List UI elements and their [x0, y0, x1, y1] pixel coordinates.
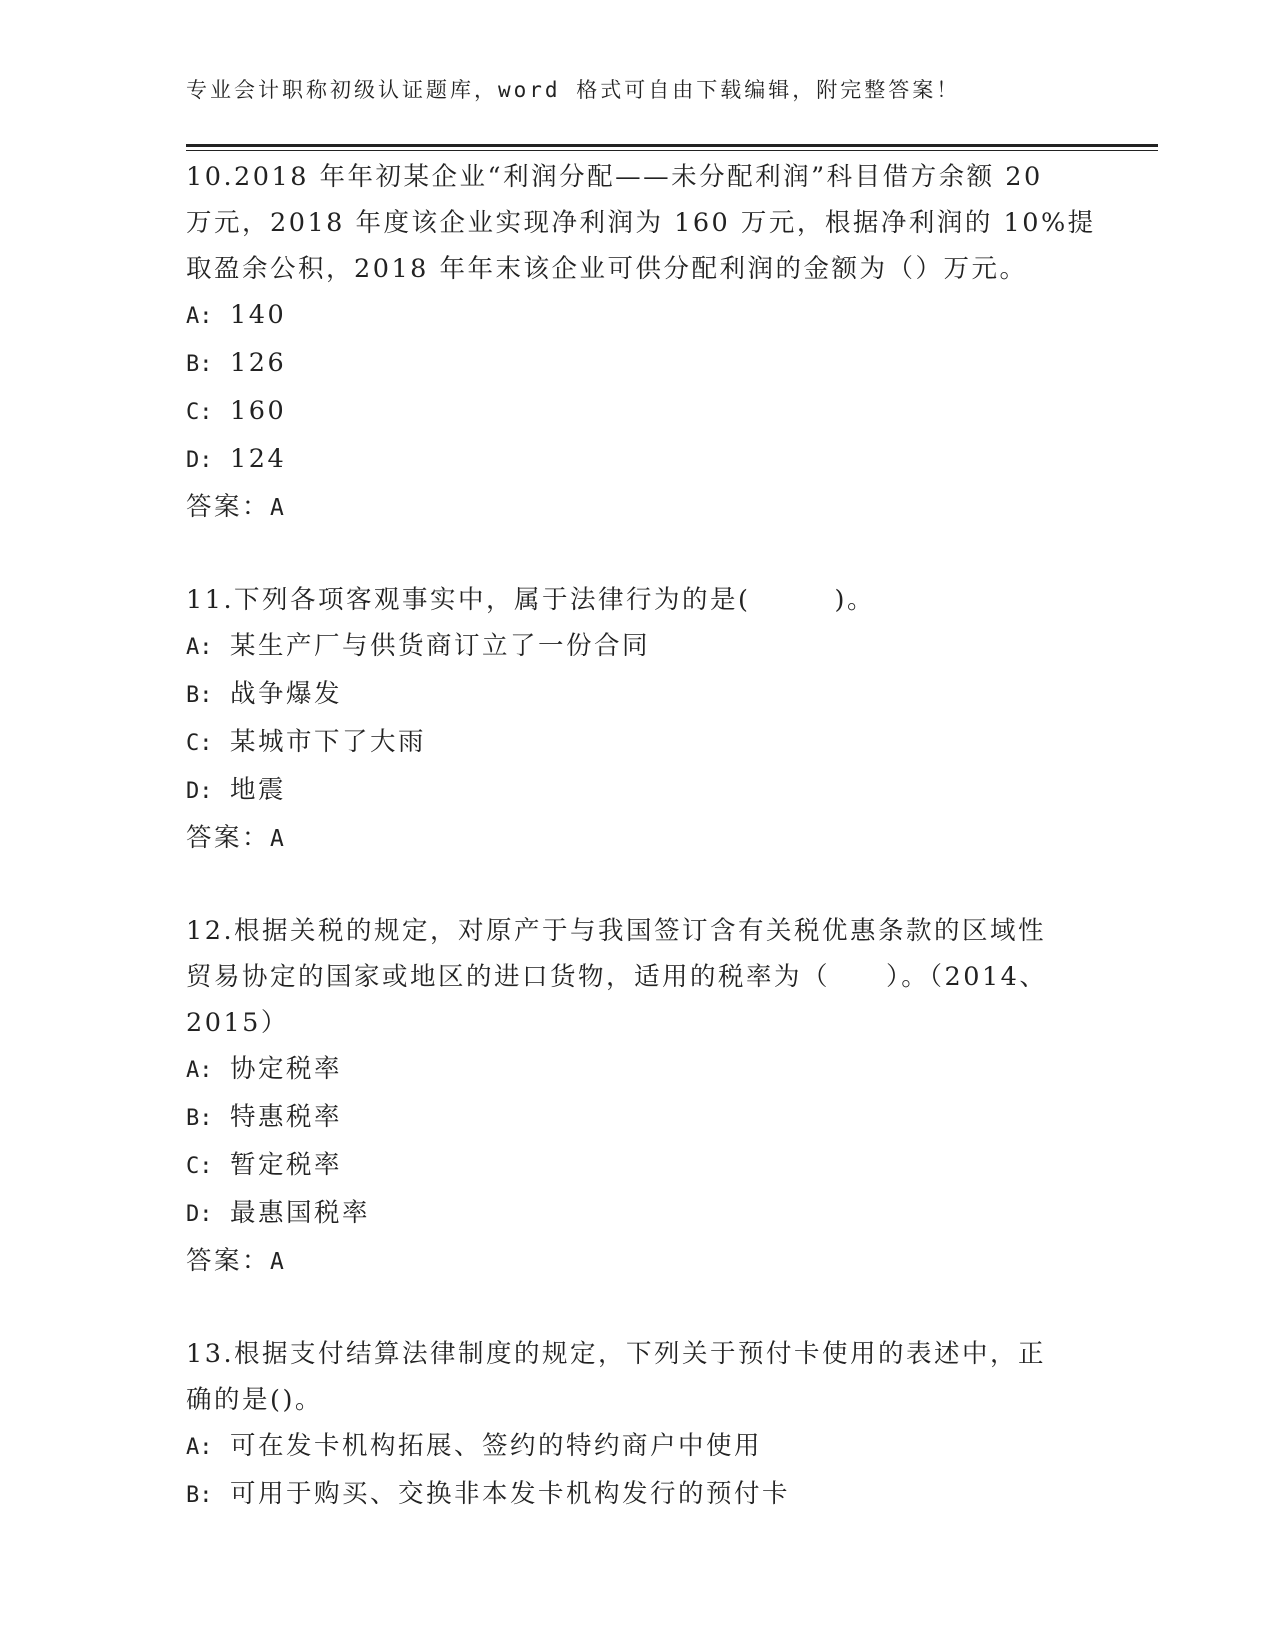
question-text-line: 取盈余公积，2018 年年末该企业可供分配利润的金额为（）万元。	[186, 254, 1028, 284]
option-letter: C:	[186, 731, 213, 756]
answer-value: A	[270, 1249, 284, 1275]
option-b	[186, 1094, 1086, 1142]
answer-line	[186, 815, 1086, 862]
option-b	[186, 1471, 1086, 1519]
option-text: 可用于购买、交换非本发卡机构发行的预付卡	[230, 1479, 791, 1509]
answer-value: A	[270, 826, 284, 852]
question-13	[186, 1331, 1086, 1519]
option-letter: C:	[186, 400, 213, 425]
option-c	[186, 719, 1086, 767]
option-letter: A:	[186, 635, 213, 660]
question-text-line: 2015）	[186, 1008, 289, 1038]
option-letter: C:	[186, 1154, 213, 1179]
option-a	[186, 1046, 1086, 1094]
header-rule-thin	[186, 150, 1158, 151]
option-letter: A:	[186, 304, 213, 329]
option-b	[186, 340, 1086, 388]
option-a	[186, 1423, 1086, 1471]
option-text: 特惠税率	[230, 1102, 343, 1132]
answer-line	[186, 1238, 1086, 1285]
option-text: 126	[230, 348, 287, 378]
answer-label: 答案：	[186, 1246, 271, 1276]
option-letter: A:	[186, 1435, 213, 1460]
option-letter: B:	[186, 1106, 213, 1131]
option-text: 可在发卡机构拓展、签约的特约商户中使用	[230, 1431, 763, 1461]
option-text: 140	[230, 300, 287, 330]
option-text: 某城市下了大雨	[230, 727, 427, 757]
option-c	[186, 388, 1086, 436]
page-header: 专业会计职称初级认证题库，word 格式可自由下载编辑，附完整答案！	[186, 78, 961, 102]
option-letter: B:	[186, 352, 213, 377]
option-letter: D:	[186, 448, 213, 473]
question-text-line: 11.下列各项客观事实中，属于法律行为的是( )。	[186, 585, 875, 615]
option-b	[186, 671, 1086, 719]
question-12	[186, 908, 1086, 1285]
question-text-line: 确的是()。	[186, 1385, 323, 1415]
option-a	[186, 292, 1086, 340]
question-list	[186, 154, 1096, 1565]
question-text-line: 12.根据关税的规定，对原产于与我国签订含有关税优惠条款的区域性	[186, 916, 1047, 946]
option-letter: D:	[186, 779, 213, 804]
answer-value: A	[270, 495, 284, 521]
option-text: 160	[230, 396, 287, 426]
option-text: 暂定税率	[230, 1150, 343, 1180]
option-text: 最惠国税率	[230, 1198, 371, 1228]
answer-label: 答案：	[186, 823, 271, 853]
answer-label: 答案：	[186, 492, 271, 522]
question-11	[186, 577, 1086, 862]
option-d	[186, 767, 1086, 815]
option-letter: B:	[186, 1483, 213, 1508]
option-c	[186, 1142, 1086, 1190]
option-letter: A:	[186, 1058, 213, 1083]
option-letter: D:	[186, 1202, 213, 1227]
option-a	[186, 623, 1086, 671]
option-text: 协定税率	[230, 1054, 343, 1084]
question-10	[186, 154, 1096, 531]
option-text: 战争爆发	[230, 679, 343, 709]
question-text-line: 万元，2018 年度该企业实现净利润为 160 万元，根据净利润的 10%提	[186, 208, 1096, 238]
option-letter: B:	[186, 683, 213, 708]
answer-line	[186, 484, 1086, 531]
option-d	[186, 1190, 1086, 1238]
question-text-line: 贸易协定的国家或地区的进口货物，适用的税率为（ ）。（2014、	[186, 962, 1048, 992]
option-text: 地震	[230, 775, 287, 805]
option-text: 124	[230, 444, 287, 474]
question-text-line: 13.根据支付结算法律制度的规定，下列关于预付卡使用的表述中，正	[186, 1339, 1047, 1369]
option-d	[186, 436, 1086, 484]
option-text: 某生产厂与供货商订立了一份合同	[230, 631, 651, 661]
header-rule-thick	[186, 144, 1158, 147]
question-text-line: 10.2018 年年初某企业“利润分配——未分配利润”科目借方余额 20	[186, 162, 1043, 192]
